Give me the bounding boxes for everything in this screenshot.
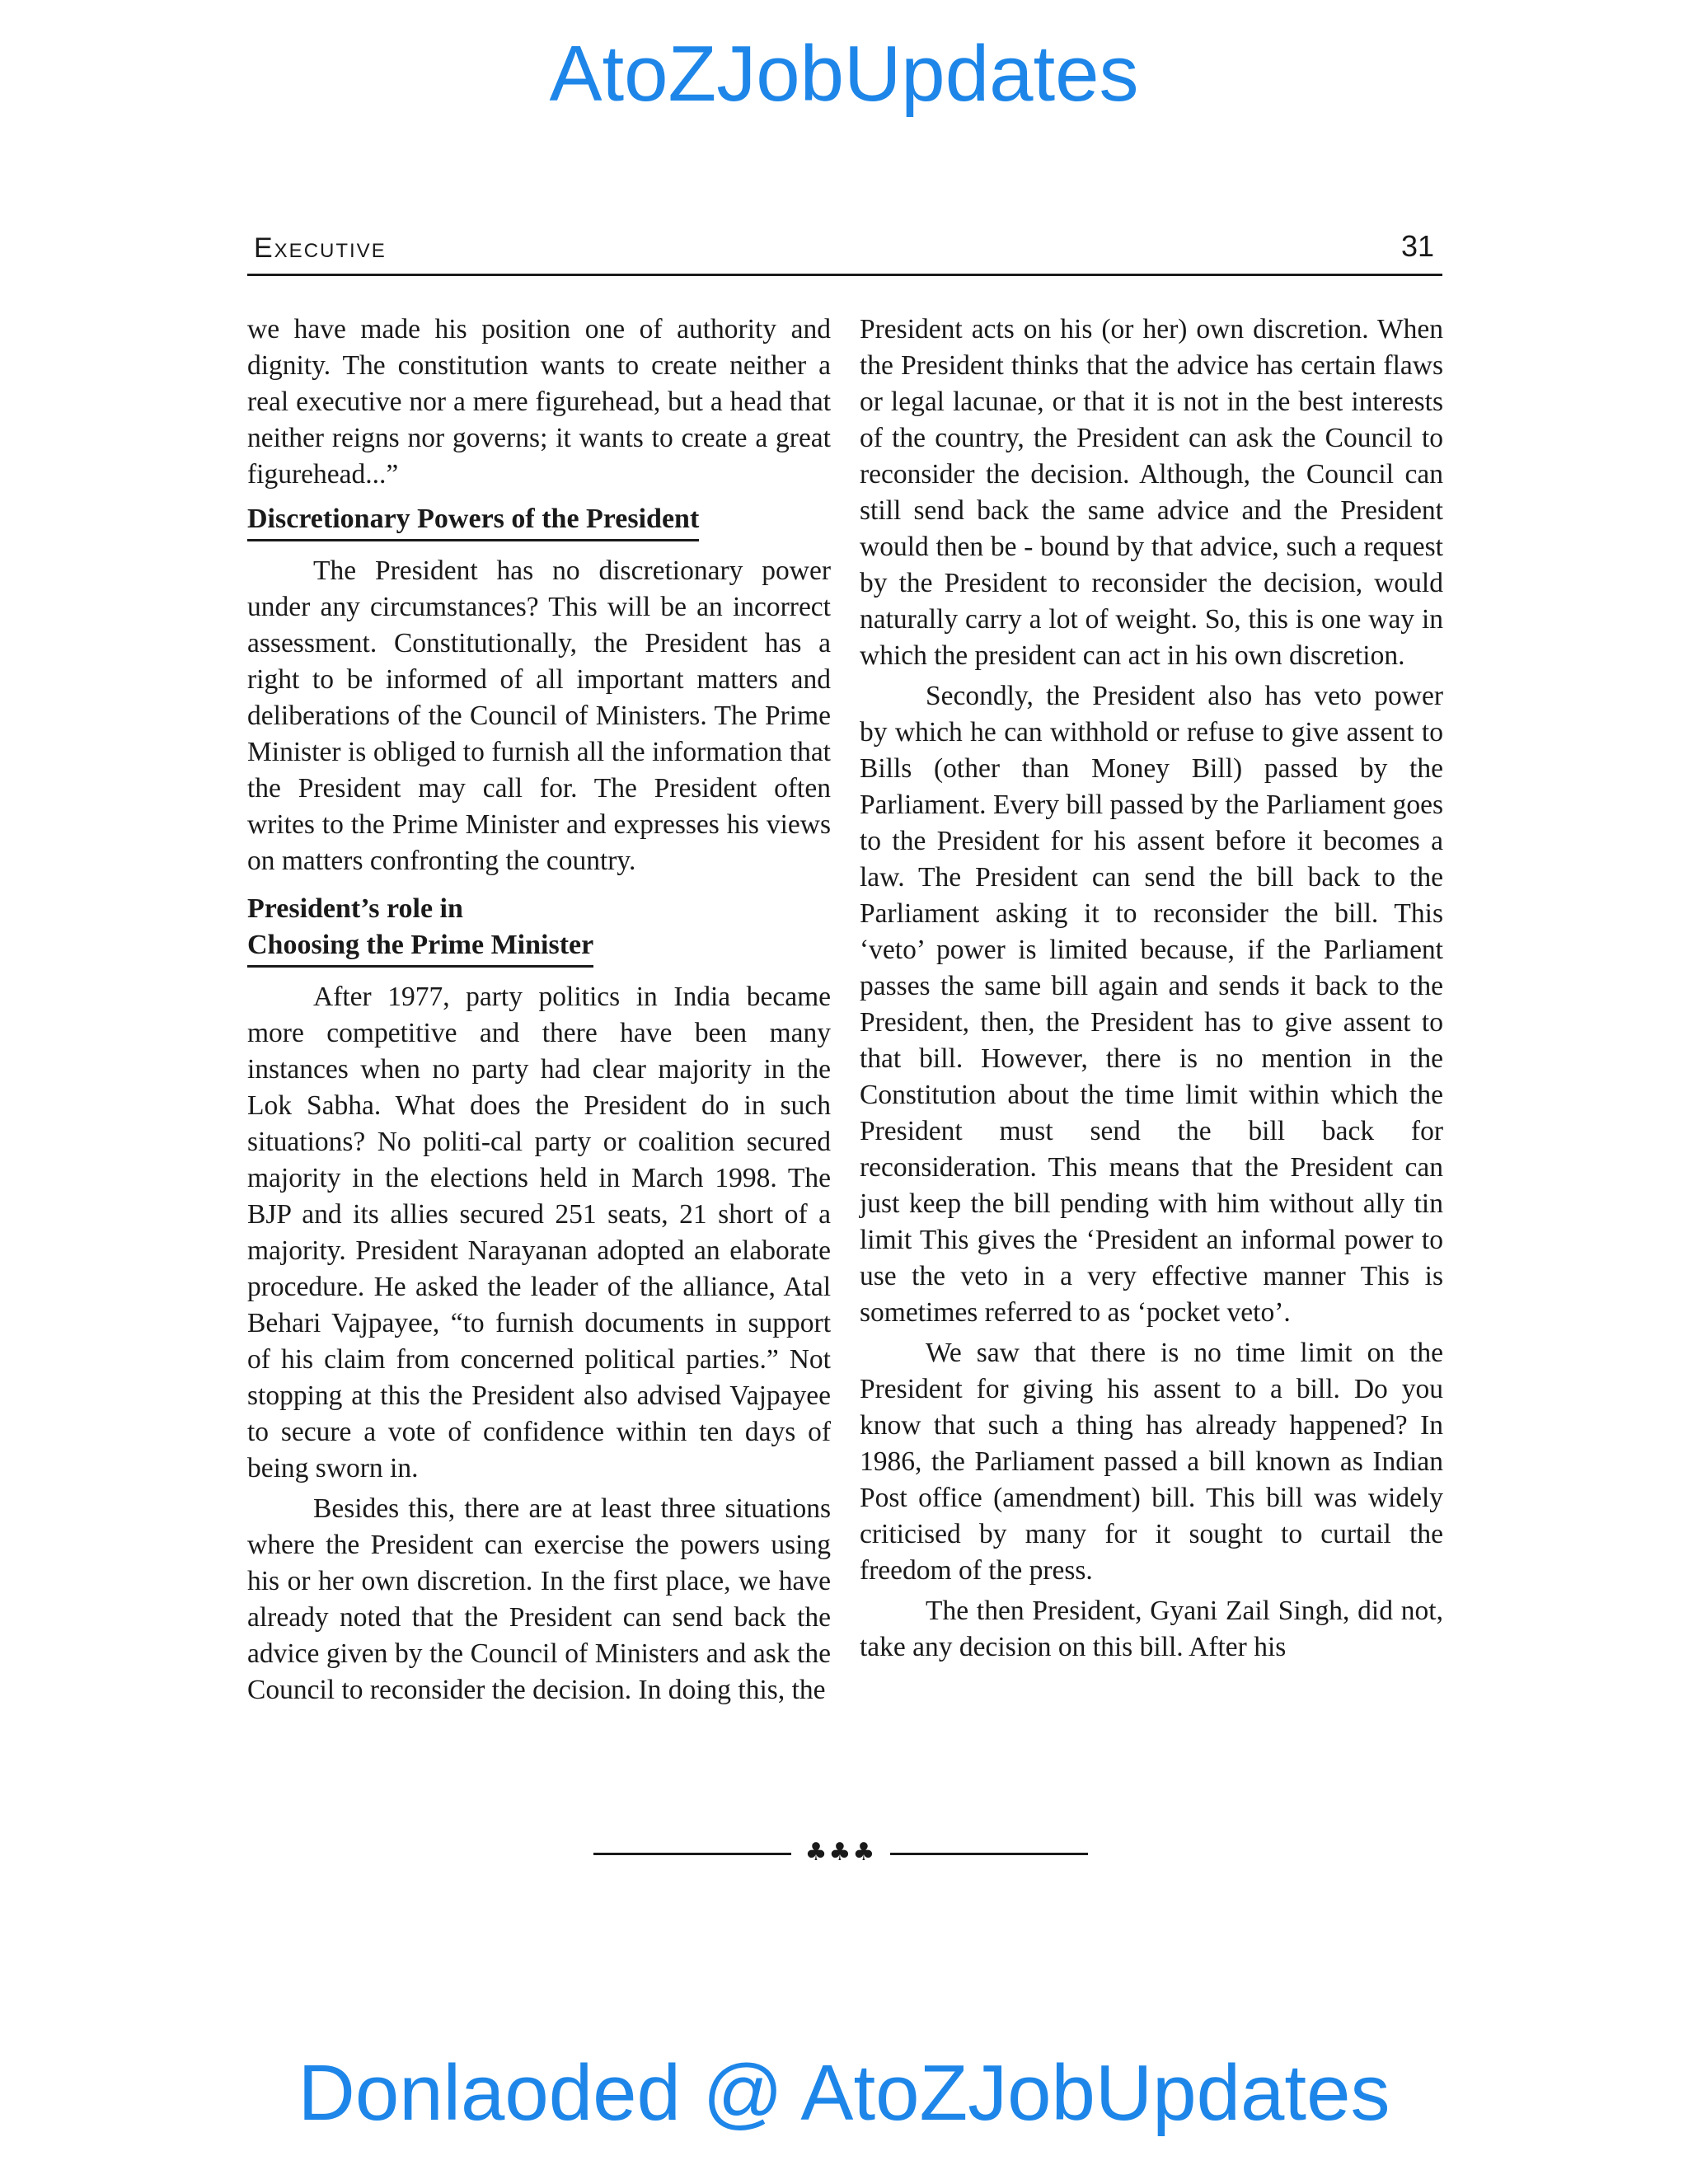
clubs-icon: ♣♣♣	[804, 1838, 877, 1867]
watermark-top: AtoZJobUpdates	[549, 30, 1139, 118]
heading-line-1: President’s role in	[247, 893, 463, 924]
paragraph: After 1977, party politics in India became more competitive and there have been many instances when no party had clear majority in the Lok Sabha. What does the President do in such situations? No politi-cal party or coalition secured majority in the elections held in March 1998. The BJP and its allies secured 251 seats, 21 short of a majority. President Narayanan adopted an elaborate procedure. He asked the leader of the alliance, Atal Behari Vajpayee, “to furnish documents in support of his claim from concerned political parties.” Not stopping at this the President also advised Vajpayee to secure a vote of confidence within ten days of being sworn in.	[247, 982, 831, 1483]
paragraph: we have made his position one of authority and dignity. The constitution wants to create neither a real executive nor a mere figurehead, but a head that neither reigns nor governs; it wants to create a great figurehead...”	[247, 314, 831, 490]
paragraph: President acts on his (or her) own discretion. When the President thinks that the advice has certain flaws or legal lacunae, or that it is not in the best interests of the country, the President can ask the Council to reconsider the decision. Although, the Council can still send back the same advice and the President would then be - bound by that advice, such a request by the President to reconsider the decision, would naturally carry a lot of weight. So, this is one way in which the president can act in his own discretion.	[860, 314, 1443, 671]
section-title: Executive	[254, 232, 387, 264]
paragraph: Besides this, there are at least three situations where the President can exercise the powers using his or her own discretion. In the first place, we have already noted that the President can send back the advice given by the Council of Ministers and ask the Council to reconsider the decision. In doing this, the	[247, 1493, 831, 1705]
paragraph: The then President, Gyani Zail Singh, did not, take any decision on this bill. After his	[860, 1596, 1443, 1662]
paragraph: We saw that there is no time limit on the President for giving his assent to a bill. Do you know that such a thing has already happened? In 1986, the Parliament passed a bill known as Indian Post office (amendment) bill. This bill was widely criticised by many for it sought to curtail the freedom of the press.	[860, 1338, 1443, 1586]
heading-presidents-role	[247, 891, 831, 968]
right-column	[860, 312, 1443, 1670]
paragraph: The President has no discretionary power under any circumstances? This will be an incorrect assessment. Constitutionally, the President has a right to be informed of all important matters and deliberations of the Council of Ministers. The Prime Minister is obliged to furnish all the information that the President may call for. The President often writes to the Prime Minister and expresses his views on matters confronting the country.	[247, 555, 831, 876]
running-head	[247, 227, 1442, 276]
heading-line-2: Choosing the Prime Minister	[247, 927, 593, 968]
section-end-ornament	[593, 1835, 1088, 1871]
ornament-rule-left	[593, 1853, 791, 1855]
ornament-rule-right	[890, 1853, 1088, 1855]
page-number: 31	[1400, 229, 1434, 263]
watermark-bottom: Donlaoded @ AtoZJobUpdates	[298, 2049, 1390, 2137]
heading-discretionary-powers: Discretionary Powers of the President	[247, 501, 831, 541]
left-column	[247, 312, 831, 1713]
paragraph: Secondly, the President also has veto power by which he can withhold or refuse to give assent to Bills (other than Money Bill) passed by the Parliament. Every bill passed by the Parliament goes to the President for his assent before it becomes a law. The President can send the bill back to the Parliament asking it to reconsider the bill. This ‘veto’ power is limited because, if the Parliament passes the same bill again and sends it back to the President, then, the President has to give assent to that bill. However, there is no mention in the Constitution about the time limit within which the President must send the bill back for reconsideration. This means that the President can just keep the bill pending with him without ally tin limit This gives the ‘President an informal power to use the veto in a very effective manner This is sometimes referred to as ‘pocket veto’.	[860, 681, 1443, 1328]
